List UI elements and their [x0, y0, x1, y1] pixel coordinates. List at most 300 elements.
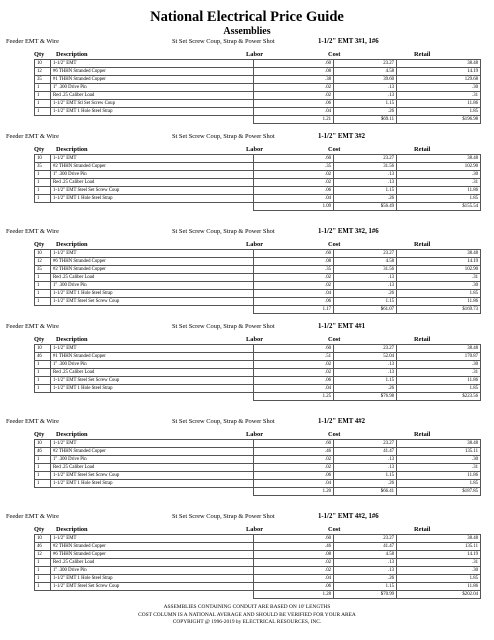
- cell-labor: .06: [254, 298, 334, 306]
- cell-qty: 12: [35, 551, 51, 559]
- cell-labor: .02: [254, 179, 334, 187]
- cell-labor: .06: [254, 583, 334, 591]
- section-category: Feeder EMT & Wire: [6, 228, 59, 235]
- cell-cost: .26: [334, 290, 397, 298]
- cell-description: #2 THHN Stranded Copper: [51, 448, 254, 456]
- blank-cell: [51, 393, 254, 401]
- total-row: [35, 591, 481, 599]
- description-header: Description: [56, 526, 88, 533]
- cell-cost: 1.15: [334, 187, 397, 195]
- cell-retail: .30: [397, 567, 481, 575]
- labor-header: Labor: [246, 146, 264, 153]
- cell-cost: .26: [334, 575, 397, 583]
- cell-cost: .13: [334, 171, 397, 179]
- cell-retail: 1.85: [397, 195, 481, 203]
- cell-retail: 38.48: [397, 155, 481, 163]
- table-row: [35, 155, 481, 163]
- cell-description: 1-1/2" EMT Steel Set Screw Coup: [51, 472, 254, 480]
- cell-retail: .30: [397, 456, 481, 464]
- cell-qty: 1: [35, 92, 51, 100]
- cell-retail: 11.86: [397, 298, 481, 306]
- cost-header: Cost: [328, 241, 341, 248]
- total-labor: 1.20: [254, 488, 334, 496]
- table-row: [35, 456, 481, 464]
- blank-cell: [51, 306, 254, 314]
- cell-description: Red .25 Caliber Load: [51, 274, 254, 282]
- page-footer: [0, 604, 494, 627]
- cell-labor: .02: [254, 282, 334, 290]
- cell-labor: .02: [254, 567, 334, 575]
- cell-retail: 1.85: [397, 290, 481, 298]
- cell-cost: .13: [334, 456, 397, 464]
- total-retail: $169.73: [397, 306, 481, 314]
- cell-qty: 10: [35, 155, 51, 163]
- cell-labor: .02: [254, 456, 334, 464]
- table-row: [35, 163, 481, 171]
- cell-cost: 23.27: [334, 345, 397, 353]
- cell-cost: .26: [334, 480, 397, 488]
- cell-labor: .02: [254, 92, 334, 100]
- cell-qty: 1: [35, 575, 51, 583]
- cell-cost: .13: [334, 369, 397, 377]
- cell-cost: 31.56: [334, 163, 397, 171]
- qty-header: Qty: [34, 241, 45, 248]
- section-header: [6, 131, 486, 142]
- cell-labor: .60: [254, 440, 334, 448]
- section-header: [6, 36, 486, 47]
- items-table: [34, 439, 481, 496]
- cell-cost: .13: [334, 464, 397, 472]
- cell-cost: 23.27: [334, 440, 397, 448]
- table-row: [35, 559, 481, 567]
- cell-qty: 1: [35, 290, 51, 298]
- cell-description: 1-1/2" EMT Steel Set Screw Coup: [51, 583, 254, 591]
- cell-qty: 1: [35, 369, 51, 377]
- total-row: [35, 306, 481, 314]
- cell-cost: .26: [334, 195, 397, 203]
- cell-labor: .60: [254, 155, 334, 163]
- cell-description: 1-1/2" EMT: [51, 345, 254, 353]
- cell-labor: .04: [254, 385, 334, 393]
- table-row: [35, 100, 481, 108]
- cell-retail: 102.90: [397, 266, 481, 274]
- cost-header: Cost: [328, 526, 341, 533]
- blank-cell: [35, 116, 51, 124]
- section-method: St Set Screw Coup, Strap & Power Shot: [172, 133, 275, 140]
- page-subtitle: Assemblies: [223, 26, 271, 37]
- cell-retail: 102.90: [397, 163, 481, 171]
- total-cost: $56.49: [334, 203, 397, 211]
- table-row: [35, 361, 481, 369]
- cell-cost: .13: [334, 84, 397, 92]
- cell-retail: .31: [397, 464, 481, 472]
- total-cost: $66.41: [334, 488, 397, 496]
- cell-cost: 1.15: [334, 100, 397, 108]
- total-cost: $76.98: [334, 393, 397, 401]
- cell-description: #1 THHN Stranded Copper: [51, 353, 254, 361]
- table-row: [35, 282, 481, 290]
- table-row: [35, 535, 481, 543]
- total-cost: $61.07: [334, 306, 397, 314]
- column-headers: [34, 430, 478, 439]
- cell-qty: 35: [35, 163, 51, 171]
- cell-qty: 1: [35, 187, 51, 195]
- table-row: [35, 195, 481, 203]
- cell-description: #6 THHN Stranded Copper: [51, 551, 254, 559]
- cell-retail: 14.19: [397, 68, 481, 76]
- footer-copyright: COPYRIGHT @ 1996-2019 by ELECTRICAL RESOURCES, INC.: [172, 619, 322, 626]
- cell-retail: 38.48: [397, 250, 481, 258]
- table-row: [35, 266, 481, 274]
- page-title: National Electrical Price Guide: [150, 9, 344, 25]
- retail-header: Retail: [414, 526, 431, 533]
- cell-retail: 38.48: [397, 345, 481, 353]
- description-header: Description: [56, 146, 88, 153]
- section-name: 1-1/2" EMT 3#2, 1#6: [318, 228, 379, 235]
- cell-cost: .13: [334, 92, 397, 100]
- cell-cost: 23.27: [334, 535, 397, 543]
- cell-description: #6 THHN Stranded Copper: [51, 258, 254, 266]
- table-row: [35, 480, 481, 488]
- cell-cost: 52.04: [334, 353, 397, 361]
- cell-qty: 1: [35, 472, 51, 480]
- section-category: Feeder EMT & Wire: [6, 133, 59, 140]
- cell-description: 1-1/2" EMT Steel Set Screw Coup: [51, 187, 254, 195]
- cell-qty: 10: [35, 535, 51, 543]
- cell-qty: 10: [35, 60, 51, 68]
- total-cost: $69.11: [334, 116, 397, 124]
- blank-cell: [35, 306, 51, 314]
- cell-retail: 11.86: [397, 472, 481, 480]
- cell-cost: 4.58: [334, 258, 397, 266]
- labor-header: Labor: [246, 241, 264, 248]
- table-row: [35, 187, 481, 195]
- cell-description: 1-1/2" EMT 1 Hole Steel Strap: [51, 575, 254, 583]
- cell-qty: 1: [35, 274, 51, 282]
- table-row: [35, 464, 481, 472]
- items-table: [34, 249, 481, 314]
- section-name: 1-1/2" EMT 4#1: [318, 323, 366, 330]
- total-retail: $223.56: [397, 393, 481, 401]
- cell-cost: .26: [334, 108, 397, 116]
- section-header: [6, 416, 486, 427]
- table-row: [35, 440, 481, 448]
- cell-qty: 1: [35, 298, 51, 306]
- cell-qty: 1: [35, 567, 51, 575]
- cell-description: 1" .300 Drive Pin: [51, 171, 254, 179]
- cell-labor: .02: [254, 361, 334, 369]
- section-name: 1-1/2" EMT 4#2: [318, 418, 366, 425]
- cell-cost: .13: [334, 282, 397, 290]
- total-retail: $187.85: [397, 488, 481, 496]
- section-category: Feeder EMT & Wire: [6, 513, 59, 520]
- labor-header: Labor: [246, 336, 264, 343]
- total-labor: 1.21: [254, 116, 334, 124]
- cell-retail: .31: [397, 369, 481, 377]
- cell-description: Red .25 Caliber Load: [51, 179, 254, 187]
- blank-cell: [35, 591, 51, 599]
- cell-cost: 4.58: [334, 68, 397, 76]
- qty-header: Qty: [34, 431, 45, 438]
- cell-retail: 14.19: [397, 551, 481, 559]
- cell-qty: 1: [35, 464, 51, 472]
- cell-cost: 1.15: [334, 472, 397, 480]
- column-headers: [34, 50, 478, 59]
- section-method: St Set Screw Coup, Strap & Power Shot: [172, 418, 275, 425]
- table-row: [35, 575, 481, 583]
- total-labor: 1.09: [254, 203, 334, 211]
- cell-cost: .13: [334, 567, 397, 575]
- table-row: [35, 250, 481, 258]
- cell-qty: 46: [35, 353, 51, 361]
- cell-labor: .51: [254, 353, 334, 361]
- assembly-section: [0, 226, 494, 321]
- cell-retail: .30: [397, 361, 481, 369]
- cell-cost: 41.47: [334, 448, 397, 456]
- cell-qty: 1: [35, 179, 51, 187]
- cell-labor: .08: [254, 68, 334, 76]
- cell-retail: 11.86: [397, 187, 481, 195]
- cell-cost: 41.47: [334, 543, 397, 551]
- cell-description: 1-1/2" EMT Steel Set Screw Coup: [51, 298, 254, 306]
- section-header: [6, 226, 486, 237]
- assembly-section: [0, 416, 494, 511]
- retail-header: Retail: [414, 336, 431, 343]
- cell-description: 1-1/2" EMT: [51, 60, 254, 68]
- cell-qty: 1: [35, 559, 51, 567]
- cell-qty: 10: [35, 345, 51, 353]
- cell-retail: .31: [397, 559, 481, 567]
- cell-labor: .02: [254, 559, 334, 567]
- cell-description: 1-1/2" EMT Steel Set Screw Coup: [51, 377, 254, 385]
- assembly-section: [0, 511, 494, 606]
- cell-qty: 46: [35, 448, 51, 456]
- cell-retail: 11.86: [397, 583, 481, 591]
- footer-note-cost: COST COLUMN IS A NATIONAL AVERAGE AND SHOULD BE VERIFIED FOR YOUR AREA: [138, 611, 356, 618]
- cell-qty: 35: [35, 76, 51, 84]
- table-row: [35, 60, 481, 68]
- blank-cell: [35, 203, 51, 211]
- cell-labor: .04: [254, 575, 334, 583]
- table-row: [35, 345, 481, 353]
- cell-qty: 35: [35, 266, 51, 274]
- cell-qty: 12: [35, 258, 51, 266]
- cell-cost: 1.15: [334, 377, 397, 385]
- assembly-sections: [0, 36, 494, 606]
- cell-labor: .08: [254, 551, 334, 559]
- blank-cell: [51, 591, 254, 599]
- qty-header: Qty: [34, 51, 45, 58]
- assembly-section: [0, 36, 494, 131]
- cost-header: Cost: [328, 51, 341, 58]
- cell-qty: 1: [35, 583, 51, 591]
- table-row: [35, 258, 481, 266]
- cell-labor: .35: [254, 163, 334, 171]
- cell-qty: 1: [35, 377, 51, 385]
- total-labor: 1.28: [254, 591, 334, 599]
- cell-cost: .13: [334, 179, 397, 187]
- cell-retail: 11.86: [397, 377, 481, 385]
- cell-retail: .30: [397, 84, 481, 92]
- description-header: Description: [56, 336, 88, 343]
- cell-retail: 170.87: [397, 353, 481, 361]
- cell-description: Red .25 Caliber Load: [51, 559, 254, 567]
- cell-retail: .31: [397, 179, 481, 187]
- cell-labor: .04: [254, 108, 334, 116]
- total-labor: 1.17: [254, 306, 334, 314]
- section-method: St Set Screw Coup, Strap & Power Shot: [172, 513, 275, 520]
- retail-header: Retail: [414, 431, 431, 438]
- cell-labor: .08: [254, 258, 334, 266]
- total-retail: $202.04: [397, 591, 481, 599]
- blank-cell: [35, 488, 51, 496]
- cell-description: 1-1/2" EMT 1 Hole Steel Strap: [51, 108, 254, 116]
- blank-cell: [51, 488, 254, 496]
- table-row: [35, 298, 481, 306]
- cell-description: Red .25 Caliber Load: [51, 369, 254, 377]
- items-table: [34, 534, 481, 599]
- cell-labor: .46: [254, 543, 334, 551]
- footer-note-lengths: ASSEMBLIES CONTAINING CONDUIT ARE BASED ON 10' LENGTHS: [163, 604, 331, 610]
- total-cost: $70.99: [334, 591, 397, 599]
- cell-description: 1" .300 Drive Pin: [51, 282, 254, 290]
- cell-labor: .02: [254, 171, 334, 179]
- cell-description: 1-1/2" EMT 1 Hole Steel Strap: [51, 480, 254, 488]
- items-table: [34, 59, 481, 124]
- assembly-section: [0, 131, 494, 226]
- cell-qty: 1: [35, 108, 51, 116]
- cell-description: 1-1/2" EMT 1 Hole Steel Strap: [51, 290, 254, 298]
- cell-retail: .30: [397, 171, 481, 179]
- cell-description: 1-1/2" EMT 1 Hole Steel Strap: [51, 195, 254, 203]
- qty-header: Qty: [34, 526, 45, 533]
- cell-labor: .60: [254, 60, 334, 68]
- cell-retail: 38.48: [397, 535, 481, 543]
- description-header: Description: [56, 241, 88, 248]
- cost-header: Cost: [328, 431, 341, 438]
- cell-labor: .02: [254, 464, 334, 472]
- cell-retail: 135.11: [397, 448, 481, 456]
- table-row: [35, 274, 481, 282]
- cell-cost: 1.15: [334, 583, 397, 591]
- cell-labor: .38: [254, 76, 334, 84]
- cell-cost: 4.58: [334, 551, 397, 559]
- cell-description: 1-1/2" EMT Stl Set Screw Coup: [51, 100, 254, 108]
- cell-description: 1" .300 Drive Pin: [51, 361, 254, 369]
- retail-header: Retail: [414, 146, 431, 153]
- total-row: [35, 116, 481, 124]
- cell-cost: 31.56: [334, 266, 397, 274]
- table-row: [35, 76, 481, 84]
- cell-description: 1" .300 Drive Pin: [51, 84, 254, 92]
- column-headers: [34, 145, 478, 154]
- cell-description: 1-1/2" EMT: [51, 155, 254, 163]
- cell-labor: .04: [254, 195, 334, 203]
- cell-description: 1" .300 Drive Pin: [51, 567, 254, 575]
- total-row: [35, 393, 481, 401]
- cell-cost: .13: [334, 559, 397, 567]
- table-row: [35, 448, 481, 456]
- total-row: [35, 203, 481, 211]
- cell-cost: 23.27: [334, 155, 397, 163]
- description-header: Description: [56, 51, 88, 58]
- cost-header: Cost: [328, 336, 341, 343]
- blank-cell: [35, 393, 51, 401]
- cell-cost: .13: [334, 361, 397, 369]
- blank-cell: [51, 203, 254, 211]
- retail-header: Retail: [414, 51, 431, 58]
- table-row: [35, 583, 481, 591]
- labor-header: Labor: [246, 526, 264, 533]
- table-row: [35, 171, 481, 179]
- table-row: [35, 84, 481, 92]
- items-table: [34, 344, 481, 401]
- cell-description: 1-1/2" EMT: [51, 250, 254, 258]
- cell-description: #2 THHN Stranded Copper: [51, 163, 254, 171]
- table-row: [35, 290, 481, 298]
- cell-labor: .60: [254, 250, 334, 258]
- section-method: St Set Screw Coup, Strap & Power Shot: [172, 323, 275, 330]
- cell-retail: 11.86: [397, 100, 481, 108]
- cell-labor: .02: [254, 84, 334, 92]
- section-method: St Set Screw Coup, Strap & Power Shot: [172, 228, 275, 235]
- table-row: [35, 369, 481, 377]
- cell-retail: 1.85: [397, 108, 481, 116]
- section-category: Feeder EMT & Wire: [6, 38, 59, 45]
- cell-qty: 1: [35, 84, 51, 92]
- cell-description: #2 THHN Stranded Copper: [51, 543, 254, 551]
- cell-labor: .04: [254, 290, 334, 298]
- cell-description: #6 THHN Stranded Copper: [51, 68, 254, 76]
- labor-header: Labor: [246, 431, 264, 438]
- cell-cost: 39.60: [334, 76, 397, 84]
- column-headers: [34, 335, 478, 344]
- section-method: St Set Screw Coup, Strap & Power Shot: [172, 38, 275, 45]
- cell-description: Red .25 Caliber Load: [51, 464, 254, 472]
- cell-qty: 1: [35, 282, 51, 290]
- cell-labor: .60: [254, 345, 334, 353]
- table-row: [35, 68, 481, 76]
- total-row: [35, 488, 481, 496]
- table-row: [35, 385, 481, 393]
- cell-description: 1" .300 Drive Pin: [51, 456, 254, 464]
- blank-cell: [51, 116, 254, 124]
- total-retail: $196.98: [397, 116, 481, 124]
- section-name: 1-1/2" EMT 3#2: [318, 133, 366, 140]
- cell-qty: 1: [35, 195, 51, 203]
- cell-qty: 1: [35, 456, 51, 464]
- cell-labor: .46: [254, 448, 334, 456]
- cell-description: #2 THHN Stranded Copper: [51, 266, 254, 274]
- cell-labor: .02: [254, 274, 334, 282]
- cell-retail: 135.11: [397, 543, 481, 551]
- cell-qty: 1: [35, 480, 51, 488]
- cell-labor: .35: [254, 266, 334, 274]
- cell-cost: 23.27: [334, 250, 397, 258]
- section-name: 1-1/2" EMT 3#1, 1#6: [318, 38, 379, 45]
- cell-cost: .13: [334, 274, 397, 282]
- table-row: [35, 179, 481, 187]
- table-row: [35, 108, 481, 116]
- cell-qty: 12: [35, 68, 51, 76]
- section-name: 1-1/2" EMT 4#2, 1#6: [318, 513, 379, 520]
- cell-labor: .60: [254, 535, 334, 543]
- cell-qty: 1: [35, 171, 51, 179]
- cell-qty: 10: [35, 440, 51, 448]
- total-retail: $155.54: [397, 203, 481, 211]
- items-table: [34, 154, 481, 211]
- cell-description: 1-1/2" EMT: [51, 440, 254, 448]
